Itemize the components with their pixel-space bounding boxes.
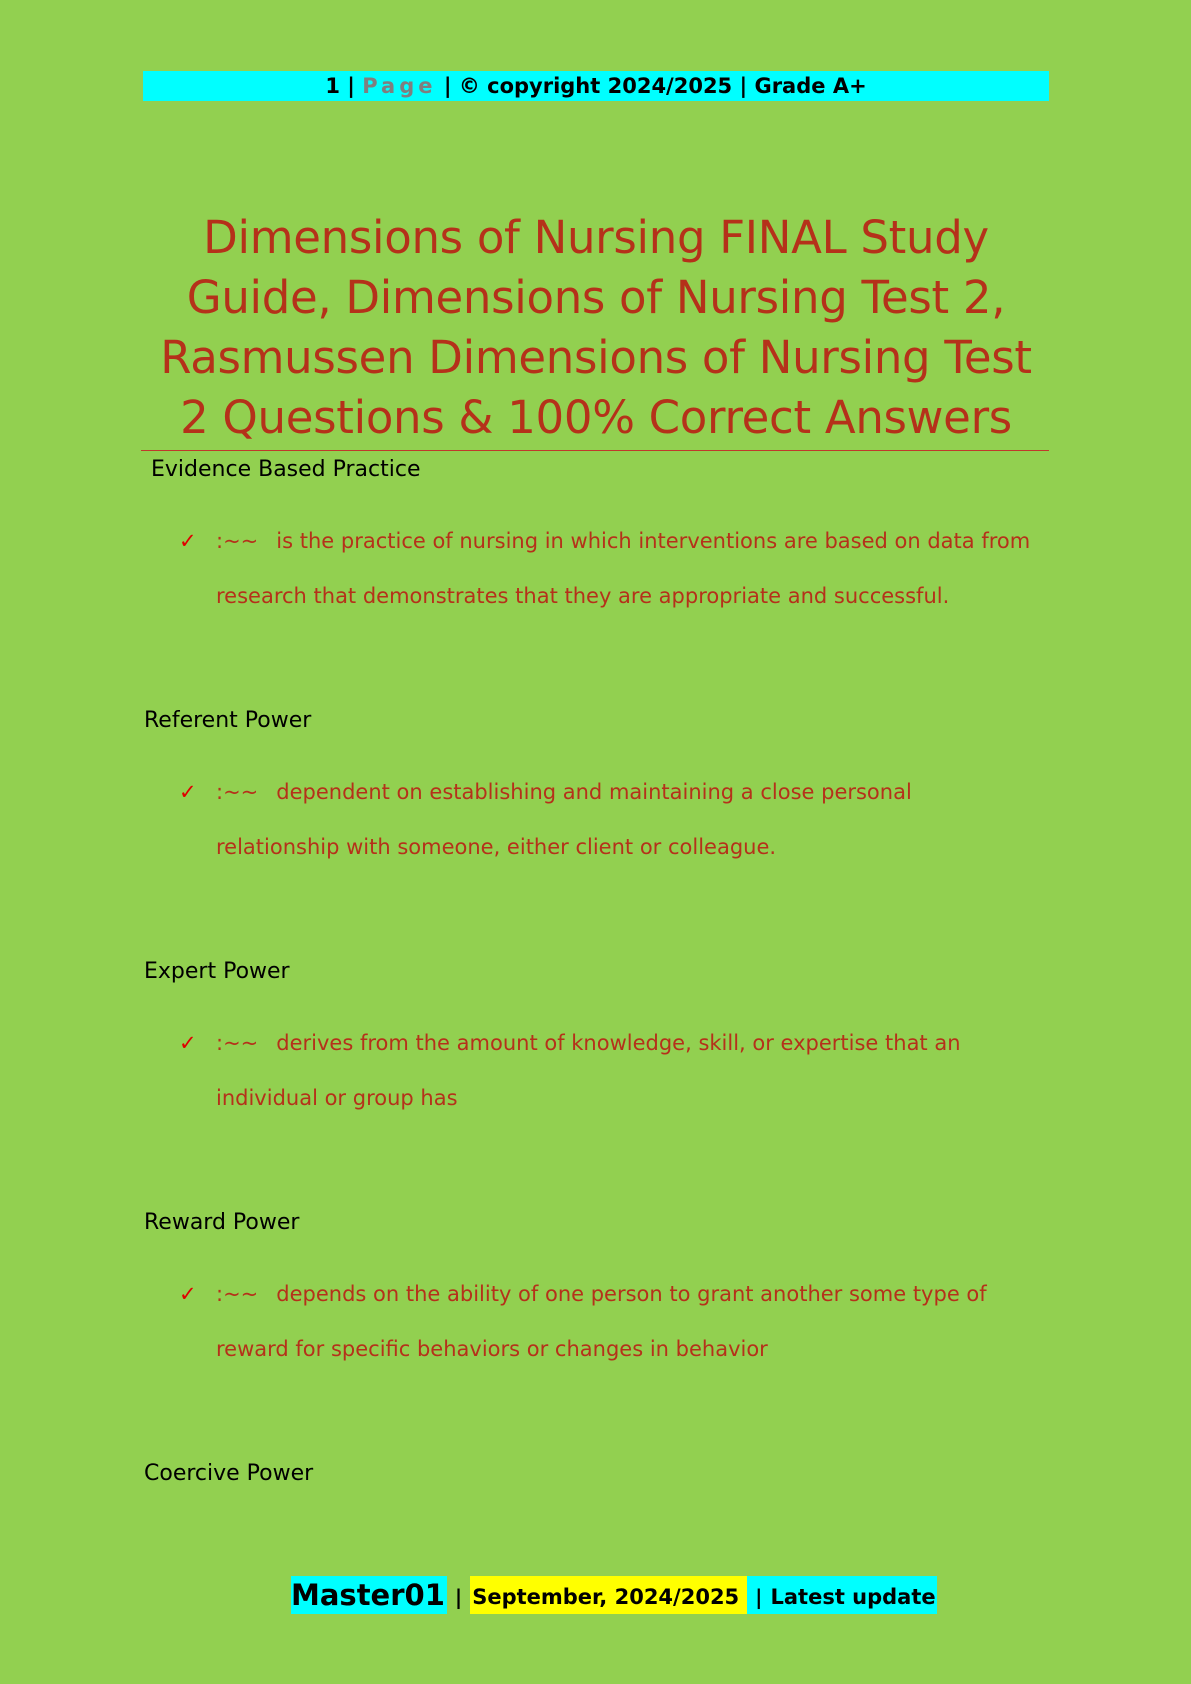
checkmark-icon: ✓	[179, 1282, 197, 1306]
footer-separator: |	[747, 1576, 770, 1614]
definition-item	[179, 514, 1059, 624]
definition-text: dependent on establishing and maintaining a close personal relationship with someone, either client or colleague.	[216, 780, 912, 859]
definition-text: is the practice of nursing in which interventions are based on data from research that demonstrates that they are appropriate and successful.	[216, 529, 1031, 608]
brand-name: Master01	[291, 1578, 445, 1612]
page-label: Page	[362, 74, 437, 98]
term-heading: Evidence Based Practice	[151, 457, 421, 482]
term-heading: Expert Power	[144, 959, 290, 984]
answer-marker: :~~	[216, 1282, 259, 1306]
definition-text: depends on the ability of one person to grant another some type of reward for specific behaviors or changes in behavior	[216, 1282, 987, 1361]
update-label: Latest update	[770, 1576, 936, 1614]
grade-text: Grade A+	[754, 74, 867, 98]
page-header	[143, 71, 1049, 101]
copyright-text: © copyright 2024/2025	[458, 74, 733, 98]
answer-marker: :~~	[216, 780, 259, 804]
header-separator: |	[739, 74, 748, 98]
definition-item	[179, 1267, 1029, 1377]
checkmark-icon: ✓	[179, 1031, 197, 1055]
checkmark-icon: ✓	[179, 780, 197, 804]
answer-marker: :~~	[216, 1031, 259, 1055]
document-title: Dimensions of Nursing FINAL Study Guide, Dimensions of Nursing Test 2, Rasmussen Dimensions of Nursing Test 2 Questions & 100% Correct Answers	[160, 211, 1032, 444]
definition-item	[179, 1016, 1019, 1126]
answer-marker: :~~	[216, 529, 259, 553]
footer-date: September, 2024/2025	[470, 1576, 747, 1614]
page-number: 1	[325, 74, 340, 98]
term-heading: Coercive Power	[144, 1461, 314, 1486]
term-heading: Referent Power	[144, 708, 312, 733]
header-separator: |	[443, 74, 452, 98]
page-footer	[291, 1576, 937, 1614]
definition-text: derives from the amount of knowledge, skill, or expertise that an individual or group has	[216, 1031, 961, 1110]
checkmark-icon: ✓	[179, 529, 197, 553]
footer-separator: |	[454, 1585, 463, 1609]
header-separator: |	[347, 74, 355, 98]
title-underline	[141, 450, 1049, 451]
definition-item	[179, 765, 939, 875]
term-heading: Reward Power	[144, 1210, 300, 1235]
